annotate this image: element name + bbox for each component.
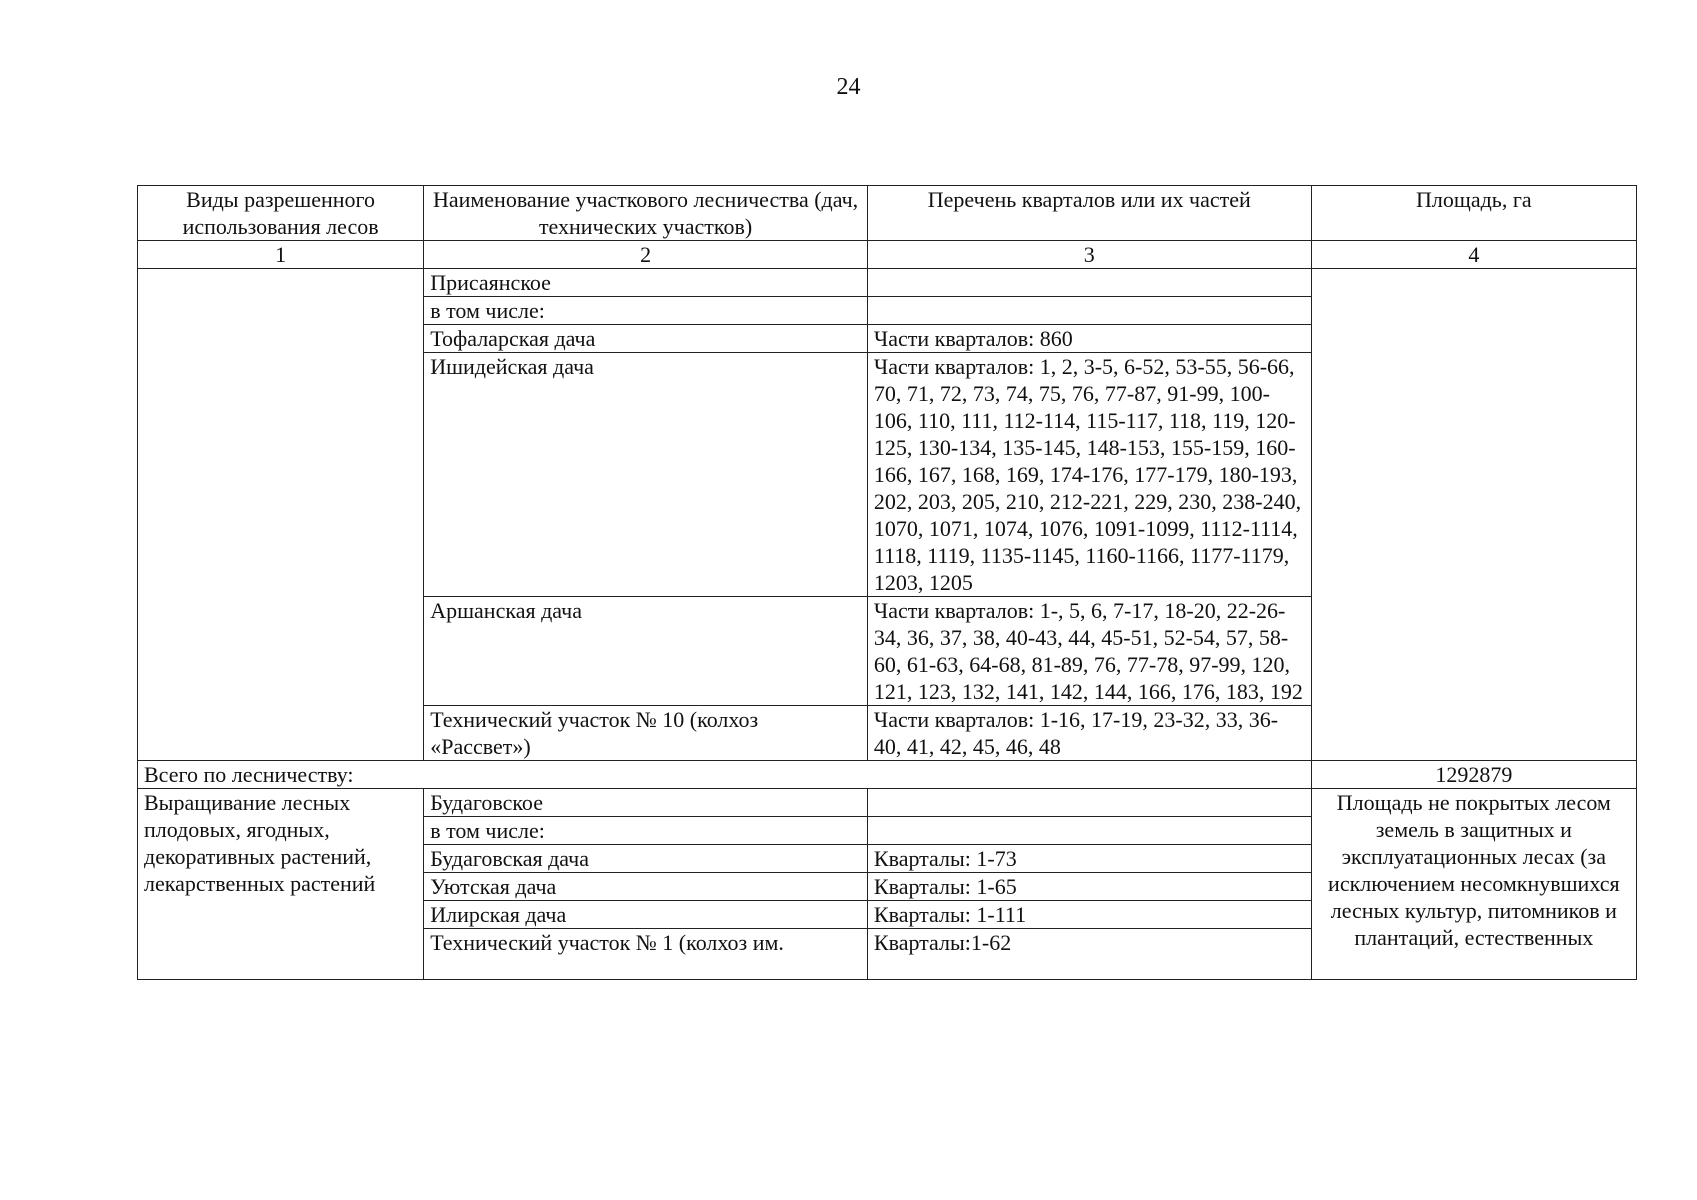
forestry-name: Технический участок № 10 (колхоз «Рассвет»): [424, 706, 868, 761]
forestry-name: Присаянское: [424, 269, 868, 297]
quarters-list: [867, 817, 1311, 845]
quarters-list: Части кварталов: 1-16, 17-19, 23-32, 33, 36-40, 41, 42, 45, 46, 48: [867, 706, 1311, 761]
quarters-list: [867, 789, 1311, 817]
use-type: Выращивание лесных плодовых, ягодных, декоративных растений, лекарственных растений: [138, 789, 424, 980]
table-header-row: [138, 186, 1637, 241]
forestry-name: Будаговское: [424, 789, 868, 817]
use-type-cell-empty: [138, 269, 424, 761]
total-label: Всего по лесничеству:: [138, 761, 1312, 789]
forestry-name: в том числе:: [424, 297, 868, 325]
header-area: Площадь, га: [1311, 186, 1636, 241]
quarters-list: [867, 269, 1311, 297]
forestry-name: Илирская дача: [424, 901, 868, 929]
quarters-list: Части кварталов: 1-, 5, 6, 7-17, 18-20, 22-26-34, 36, 37, 38, 40-43, 44, 45-51, 52-54, 57, 58-60, 61-63, 64-68, 81-89, 76, 77-78, 97-99, 120, 121, 123, 132, 141, 142, 144, 166, 176, 183, 192: [867, 597, 1311, 706]
forestry-name: Технический участок № 1 (колхоз им.: [424, 929, 868, 980]
forestry-name: Тофаларская дача: [424, 325, 868, 353]
total-value: 1292879: [1311, 761, 1636, 789]
quarters-list: [867, 297, 1311, 325]
column-number-row: [138, 241, 1637, 269]
quarters-list: Части кварталов: 1, 2, 3-5, 6-52, 53-55, 56-66, 70, 71, 72, 73, 74, 75, 76, 77-87, 91-99, 100-106, 110, 111, 112-114, 115-117, 118, 119, 120-125, 130-134, 135-145, 148-153, 155-159, 160-166, 167, 168, 169, 174-176, 177-179, 180-193, 202, 203, 205, 210, 212-221, 229, 230, 238-240, 1070, 1071, 1074, 1076, 1091-1099, 1112-1114, 1118, 1119, 1135-1145, 1160-1166, 1177-1179, 1203, 1205: [867, 353, 1311, 597]
total-row: [138, 761, 1637, 789]
column-number: 1: [138, 241, 424, 269]
forestry-name: Уютская дача: [424, 873, 868, 901]
forestry-name: Аршанская дача: [424, 597, 868, 706]
forestry-name: Будаговская дача: [424, 845, 868, 873]
table-row: [138, 269, 1637, 297]
forestry-name: в том числе:: [424, 817, 868, 845]
table-row: [138, 789, 1637, 817]
header-quarters: Перечень кварталов или их частей: [867, 186, 1311, 241]
column-number: 4: [1311, 241, 1636, 269]
forestry-name: Ишидейская дача: [424, 353, 868, 597]
quarters-list: Кварталы: 1-65: [867, 873, 1311, 901]
area-cell-empty: [1311, 269, 1636, 761]
forest-use-table: [137, 185, 1637, 980]
area-description: Площадь не покрытых лесом земель в защитных и эксплуатационных лесах (за исключением несомкнувшихся лесных культур, питомников и плантаций, естественных: [1311, 789, 1636, 980]
column-number: 2: [424, 241, 868, 269]
column-number: 3: [867, 241, 1311, 269]
quarters-list: Кварталы: 1-73: [867, 845, 1311, 873]
page-number: 24: [836, 74, 861, 100]
quarters-list: Кварталы:1-62: [867, 929, 1311, 980]
quarters-list: Кварталы: 1-111: [867, 901, 1311, 929]
header-use-type: Виды разрешенного использования лесов: [138, 186, 424, 241]
quarters-list: Части кварталов: 860: [867, 325, 1311, 353]
header-forestry-name: Наименование участкового лесничества (дач, технических участков): [424, 186, 868, 241]
